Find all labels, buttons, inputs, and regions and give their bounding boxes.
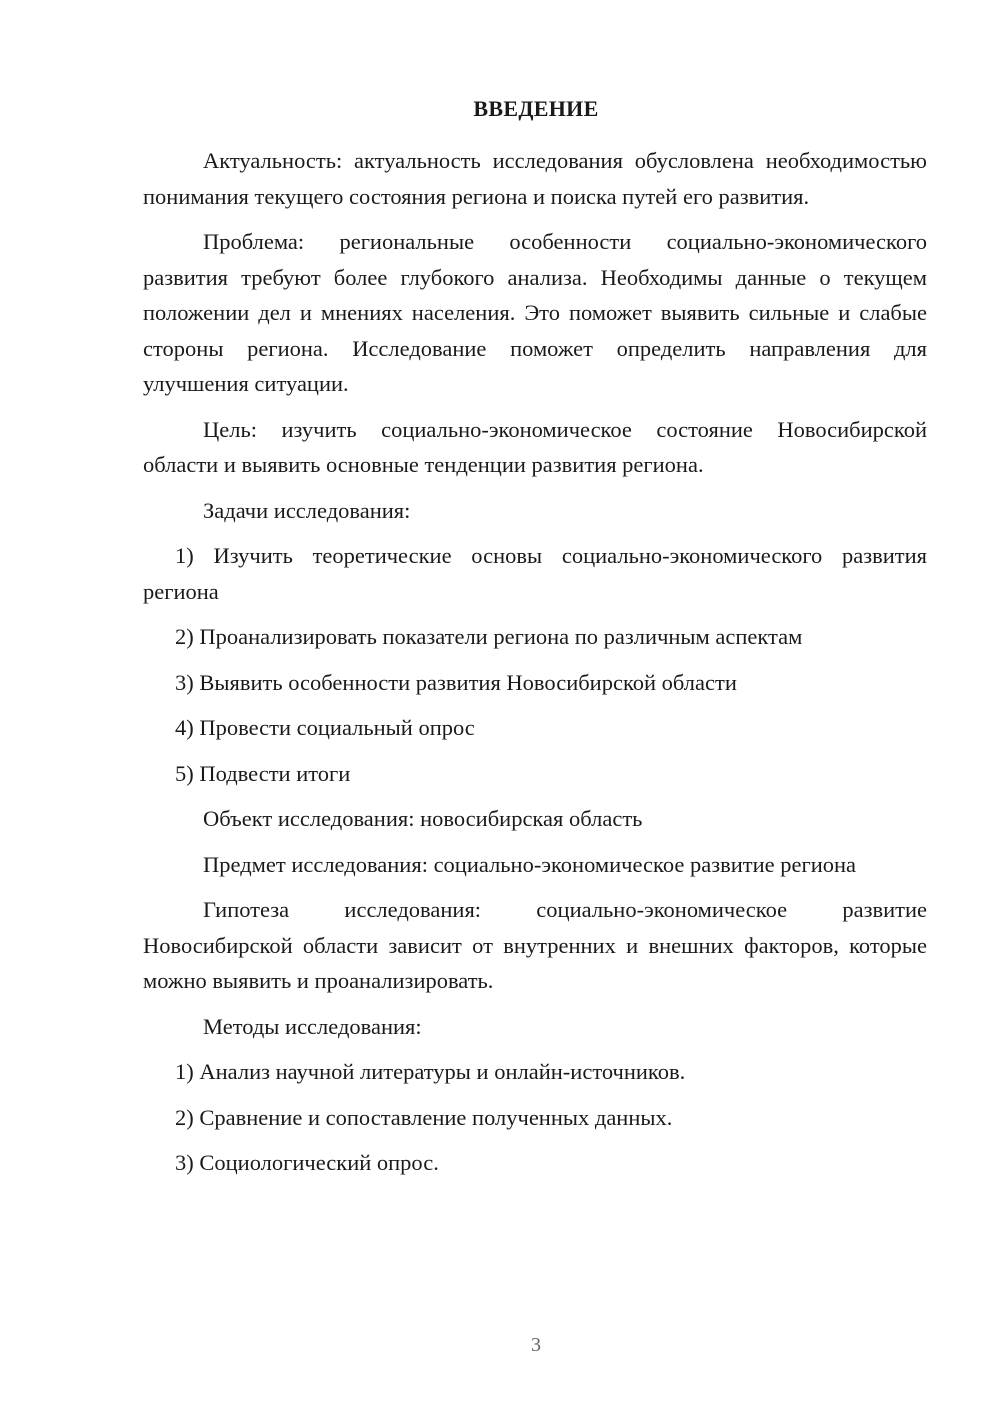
method-item-3: 3) Социологический опрос.: [175, 1150, 439, 1175]
document-body: [143, 143, 927, 1181]
task-item-5: 5) Подвести итоги: [175, 760, 351, 786]
method-item-1: 1) Анализ научной литературы и онлайн-источников.: [175, 1059, 686, 1084]
method-item-2: 2) Сравнение и сопоставление полученных данных.: [175, 1104, 673, 1130]
paragraph-subject: Предмет исследования: социально-экономическое развитие региона: [203, 851, 857, 877]
paragraph-methods-heading: Методы исследования:: [203, 1013, 422, 1039]
page-number: 3: [531, 1334, 541, 1356]
task-item-4: 4) Провести социальный опрос: [175, 715, 475, 740]
section-title: ВВЕДЕНИЕ: [473, 96, 599, 121]
paragraph-problem: Проблема: региональные особенности социально-экономического развития требуют более глубокого анализа. Необходимы данные о текущем положении дел и мнениях населения. Это поможет выявить сильные и слабые стороны региона. Исследование поможет определить направления для улучшения ситуации.: [143, 229, 927, 396]
paragraph-tasks-heading: Задачи исследования:: [203, 497, 411, 523]
task-item-2: 2) Проанализировать показатели региона по различным аспектам: [175, 624, 803, 649]
task-item-3: 3) Выявить особенности развития Новосибирской области: [175, 669, 737, 695]
paragraph-hypothesis: Гипотеза исследования: социально-экономическое развитие Новосибирской области зависит от внутренних и внешних факторов, которые можно выявить и проанализировать.: [143, 897, 927, 993]
task-item-1: 1) Изучить теоретические основы социально-экономического развития региона: [143, 543, 927, 604]
paragraph-goal: Цель: изучить социально-экономическое состояние Новосибирской области и выявить основные тенденции развития региона.: [143, 416, 927, 477]
paragraph-relevance: Актуальность: актуальность исследования обусловлена необходимостью понимания текущего состояния региона и поиска путей его развития.: [143, 148, 927, 209]
paragraph-object: Объект исследования: новосибирская область: [203, 806, 643, 831]
